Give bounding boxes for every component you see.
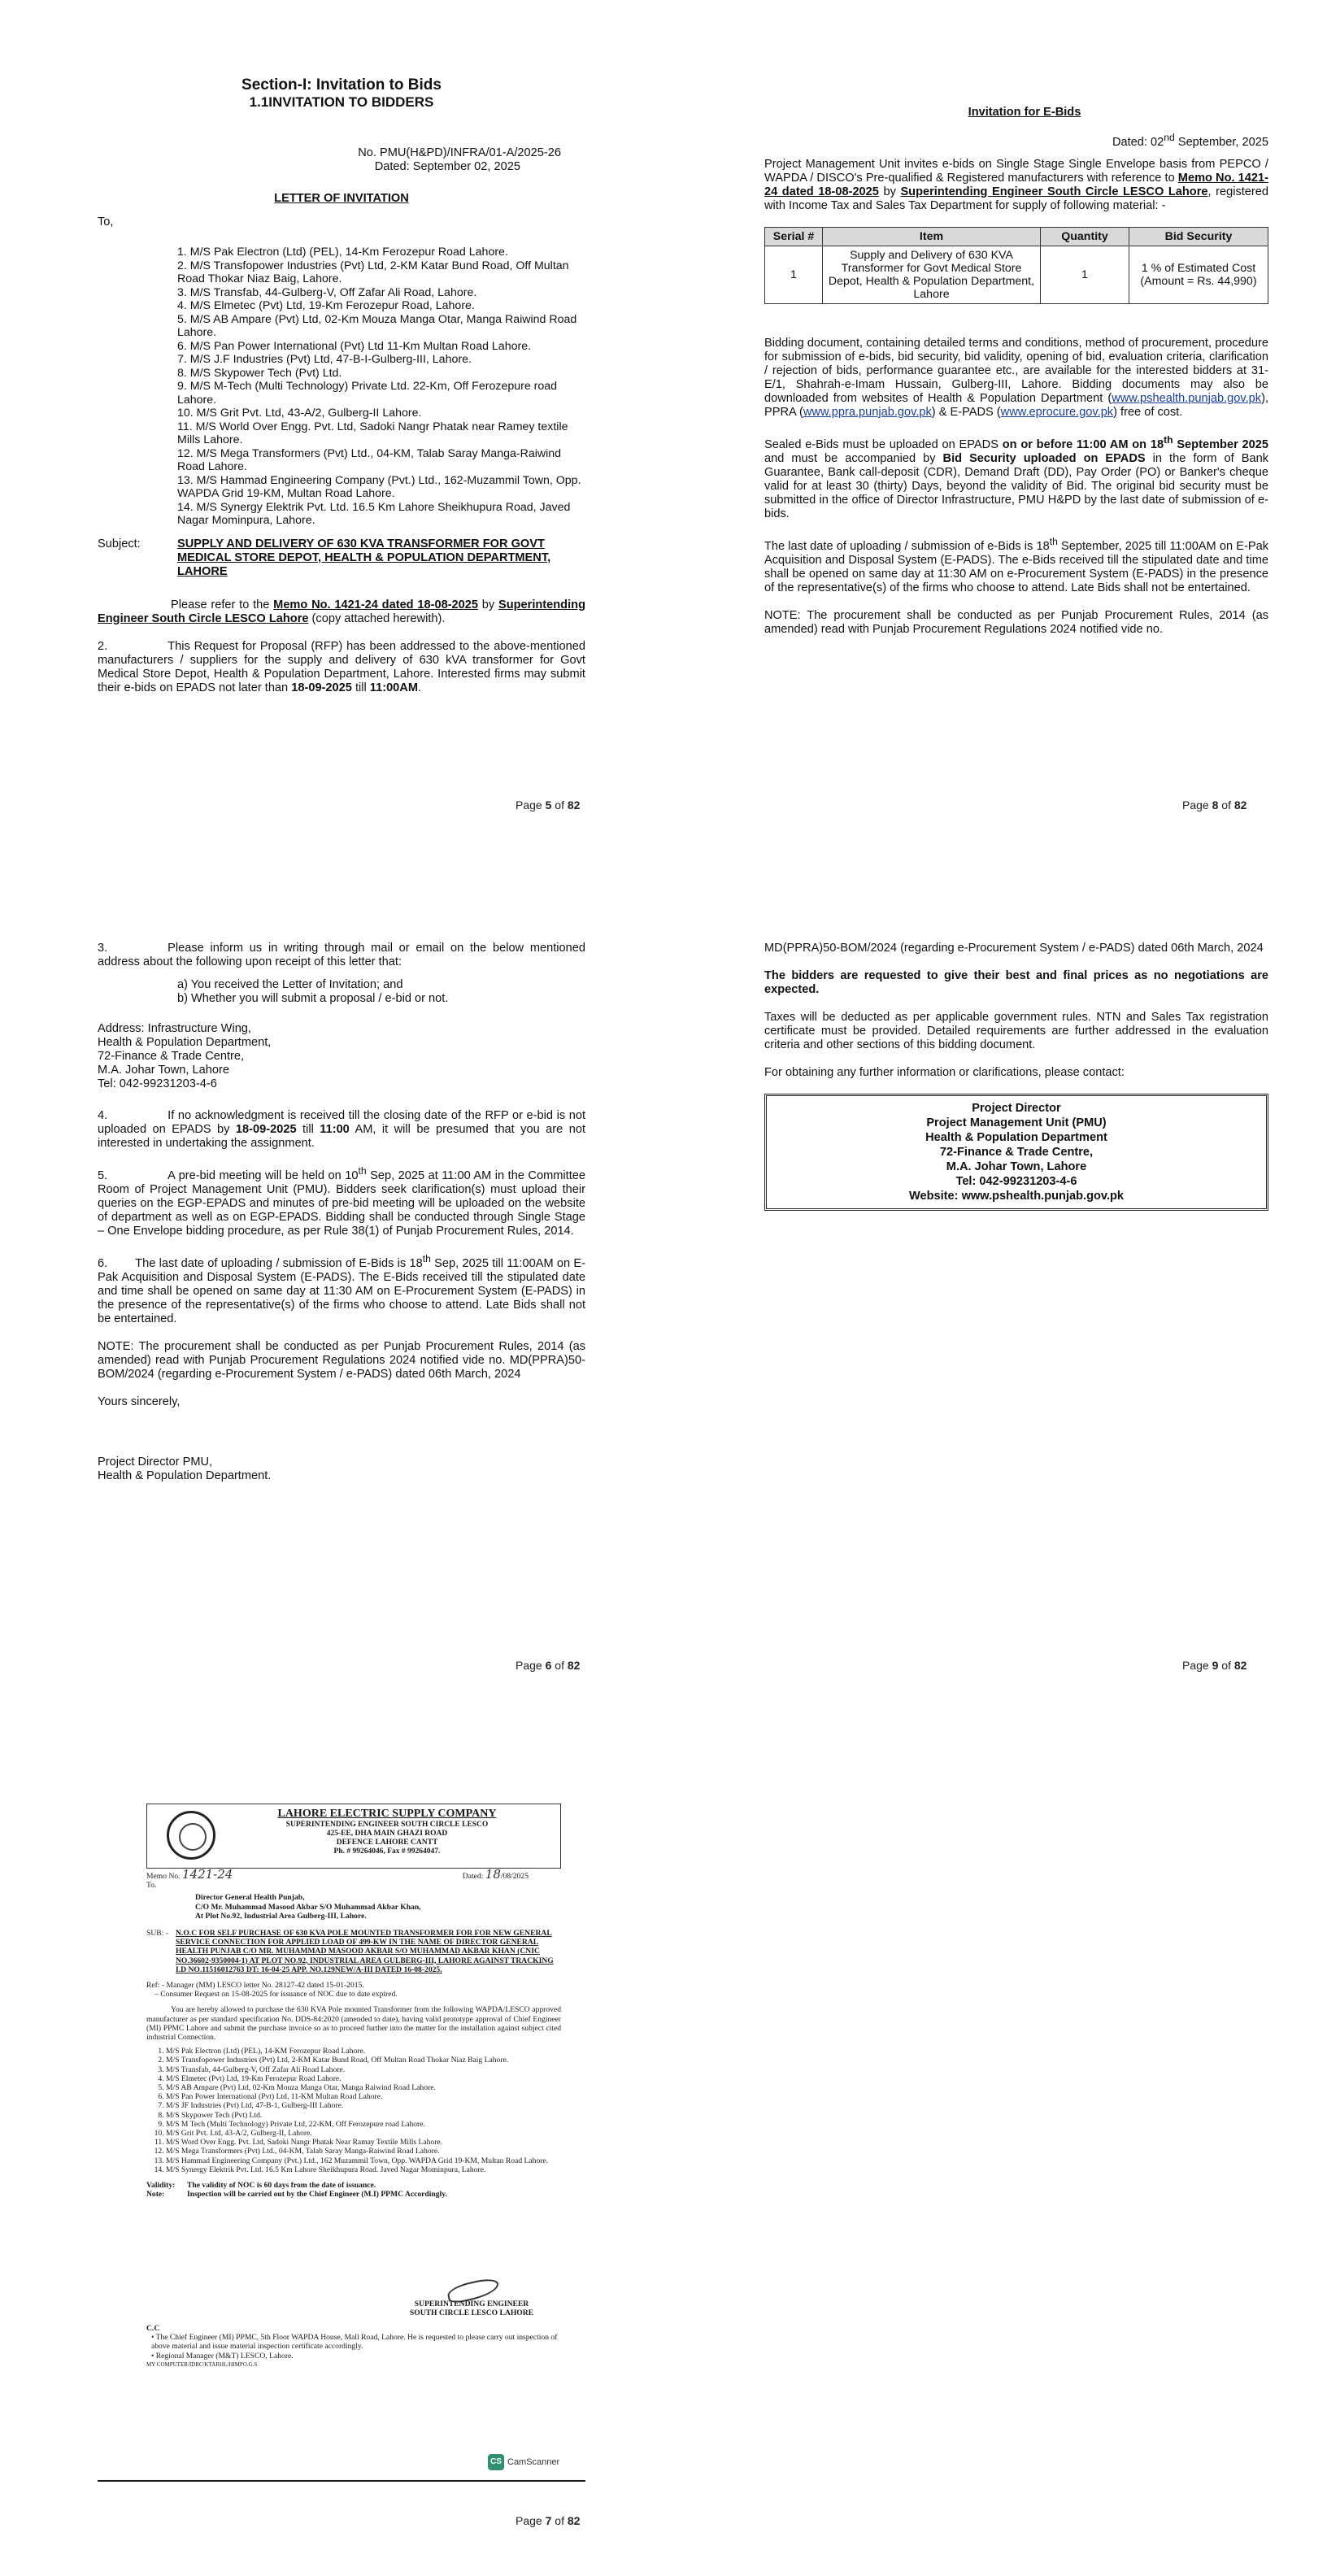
epads-website-link[interactable]: www.eprocure.gov.pk [1000, 405, 1114, 419]
page-number: Page 8 of 82 [1182, 798, 1247, 812]
handwritten-memo-number: 1421-24 [181, 1867, 233, 1882]
cell-item: Supply and Delivery of 630 KVA Transformer for Govt Medical Store Depot, Health & Population Department, Lahore [823, 246, 1041, 303]
list-item: 12. M/S Mega Transformers (Pvt) Ltd., 04-KM, Talab Saray Manga-Raiwind Road Lahore. [177, 446, 562, 473]
cc-block: C.C • The Chief Engineer (MI) PPMC, 5th Floor WAPDA House, Mall Road, Lahore. He is requested to please carry out inspection of above material and issue material inspection certificate accordingly. • Regional Manager (M&T) LESCO, Lahore. MY COMPUTER/IDRC/KTARHL/HIMPO.G.S [146, 2324, 558, 2368]
address-block: Address: Infrastructure Wing, Health & Population Department, 72-Finance & Trade Centre, M.A. Johar Town, Lahore Tel: 042-99231203-4-6 [98, 1022, 272, 1090]
list-item: 9. M/S M-Tech (Multi Technology) Private Ltd. 22-Km, Off Ferozepure road Lahore. [177, 380, 558, 407]
page-5 [98, 76, 585, 709]
ppra-website-link[interactable]: www.ppra.punjab.gov.pk [803, 405, 932, 419]
table-header-row [765, 227, 1268, 246]
list-item: 11. M/S World Over Engg. Pvt. Ltd, Sadoki Nangr Phatak near Ramey textile Mills Lahore. [177, 420, 568, 446]
cell-serial: 1 [765, 246, 823, 303]
contact-intro: For obtaining any further information or clarifications, please contact: [764, 1066, 1125, 1079]
subject-block [98, 537, 585, 579]
signature-title: Project Director PMU, [98, 1455, 213, 1469]
camscanner-watermark: CS CamScanner [488, 2454, 559, 2470]
column-header: Quantity [1041, 227, 1129, 246]
signature-mark-icon [439, 2277, 504, 2300]
letter-subject: SUB: - N.O.C FOR SELF PURCHASE OF 630 KVA POLE MOUNTED TRANSFORMER FOR FOR NEW GENERAL SERVICE CONNECTION FOR APPLIED LOAD OF 499-KW IN THE NAME OF DIRECTOR GENERAL HEALTH PUNJAB C/O MR. MUHAMMAD MASOOD AKBAR S/O MUHAMMAD AKBAR KHAN (CNIC NO.36602-9350004-1) AT PLOT NO.92, INDUSTRIAL AREA GULBERG-III, LAHORE AGAINST TRACKING I.D NO.11516012763 DT: 16-04-25 APP. NO.129NEW/A-III DATED 16-08-2025. [146, 1929, 554, 1974]
cell-quantity: 1 [1041, 246, 1129, 303]
memo-row: Memo No. 1421-24 Dated: 18/08/2025 [146, 1867, 529, 1882]
best-prices-notice: The bidders are requested to give their best and final prices as no negotiations are expected. [764, 969, 1268, 996]
lesco-seal-icon [167, 1811, 215, 1860]
reference-number: No. PMU(H&PD)/INFRA/01-A/2025-26 [358, 146, 561, 159]
list-item: 14. M/S Synergy Elektrik Pvt. Ltd. 16.5 Km Lahore Sheikhupura Road, Javed Nagar Mominpura, Lahore. [177, 500, 571, 527]
option-b: b) Whether you will submit a proposal / e-bid or not. [177, 992, 449, 1005]
note-paragraph: NOTE: The procurement shall be conducted as per Punjab Procurement Rules, 2014 (as amended) read with Punjab Procurement Regulations 2024 notified vide no. [764, 608, 1268, 636]
list-item: 8. M/S Skypower Tech (Pvt) Ltd. [177, 366, 342, 380]
page-heading: Invitation for E-Bids [968, 106, 1081, 119]
list-item: 2. M/S Transfopower Industries (Pvt) Ltd, 2-KM Katar Bund Road, Off Multan Road Thokar Niaz Baig, Lahore. [177, 259, 569, 285]
letter-heading: LETTER OF INVITATION [274, 192, 409, 205]
column-header: Item [823, 227, 1041, 246]
letter-date: Dated: September 02, 2025 [374, 160, 520, 173]
sub-title: 1.1INVITATION TO BIDDERS [249, 94, 434, 110]
list-item: 8. M/S Skypower Tech (Pvt) Ltd. [166, 2111, 561, 2120]
note-paragraph: NOTE: The procurement shall be conducted as per Punjab Procurement Rules, 2014 (as amended) read with Punjab Procurement Regulations 2024 notified vide no. MD(PPRA)50-BOM/2024 (regarding e-Procurement System / e-PADS) dated 06th March, 2024 [98, 1339, 585, 1381]
bidder-list [98, 246, 585, 528]
list-item: 4. M/S Elmetec (Pvt) Ltd, 19-Km Ferozepur Road, Lahore. [177, 299, 475, 312]
paragraph-4: 4. If no acknowledgment is received till the closing date of the RFP or e-bid is not uploaded on EPADS by 18-09-2025 till 11:00 AM, it will be presumed that you are not interested in undertaking the assignment. [98, 1109, 586, 1150]
company-name: LAHORE ELECTRIC SUPPLY COMPANY [277, 1808, 497, 1820]
subject-label: Subject: [98, 537, 141, 550]
list-item: 7. M/S J.F Industries (Pvt) Ltd, 47-B-I-Gulberg-III, Lahore. [177, 353, 472, 366]
closing: Yours sincerely, [98, 1395, 181, 1408]
signature-block: SUPERINTENDING ENGINEER SOUTH CIRCLE LESCO LAHORE [390, 2277, 553, 2317]
list-item: 13. M/S Hammad Engineering Company (Pvt.) Ltd., 162-Muzammil Town, Opp. WAPDA Grid 19-KM, Multan Road Lahore. [177, 473, 581, 500]
last-date-paragraph: The last date of uploading / submission of e-Bids is 18th September, 2025 till 11:00AM on E-Pak Acquisition and Disposal System (E-PADS). The e-Bids received till the stipulated date and time shall be opened on same day at 11:30 AM on e-Procurement System (E-PADS) in the presence of the representative(s) of the firms who choose to attend. Late Bids shall not be entertained. [764, 535, 1268, 594]
taxes-paragraph: Taxes will be deducted as per applicable government rules. NTN and Sales Tax registration certificate must be provided. Detailed requirements are further addressed in the evaluation criteria and other sections of this bidding document. [764, 1011, 1268, 1051]
list-item: 13. M/S Hammad Engineering Company (Pvt.) Ltd., 162 Muzammil Town, Opp. WAPDA Grid 19-KM, Multan Road Lahore. [166, 2156, 561, 2165]
letter-address: Director General Health Punjab, C/O Mr. Muhammad Masood Akbar S/O Muhammad Akbar Khan, At Plot No.92, Industrial Area Gulberg-III, Lahore. [195, 1893, 421, 1921]
page-6 [98, 942, 585, 1483]
column-header: Bid Security [1129, 227, 1268, 246]
to-label: To, [98, 215, 114, 228]
table-row [765, 246, 1268, 303]
list-item: 7. M/S JF Industries (Pvt) Ltd, 47-B-1, Gulberg-III Lahore. [166, 2101, 561, 2110]
list-item: 9. M/S M Tech (Multi Technology) Private Ltd, 22-KM, Off Ferozepure road Lahore. [166, 2120, 561, 2129]
divider [98, 2480, 585, 2482]
list-item: 2. M/S Transfopower Industries (Pvt) Ltd, 2-KM Katar Bund Road, Off Multan Road Thokar Niaz Baig Lahore. [166, 2056, 561, 2065]
list-item: 12. M/S Mega Transformers (Pvt) Ltd., 04-KM, Talab Saray Manga-Raiwind Road Lahore. [166, 2147, 561, 2156]
paragraph-3: 3. Please inform us in writing through mail or email on the below mentioned address about the following upon receipt of this letter that: [98, 942, 585, 968]
list-item: 1. M/S Pak Electron (Ltd) (PEL), 14-Km Ferozepur Road Lahore. [177, 246, 508, 259]
letterhead: LAHORE ELECTRIC SUPPLY COMPANY SUPERINTENDING ENGINEER SOUTH CIRCLE LESCO 425-EE, DHA MAIN GHAZI ROAD DEFENCE LAHORE CANTT Ph. # 99264046, Fax # 99264047. [146, 1804, 561, 1869]
page-number: Page 6 of 82 [516, 1659, 581, 1672]
paragraph-2: 2. This Request for Proposal (RFP) has been addressed to the above-mentioned manufacturers / suppliers for the supply and delivery of 630 kVA transformer for Govt Medical Store Depot, Health & Population Department, Lahore. Interested firms may submit their e-bids on EPADS not later than 18-09-2025 till 11:00AM. [98, 639, 585, 694]
contact-box: Project Director Project Management Unit (PMU) Health & Population Department 72-Finance & Trade Centre, M.A. Johar Town, Lahore Tel: 042-99231203-4-6 Website: www.pshealth.punjab.gov.pk [764, 1094, 1268, 1211]
list-item: 6. M/S Pan Power International (Pvt) Ltd, 11-KM Multan Road Lahore. [166, 2092, 561, 2101]
documents-paragraph: Bidding document, containing detailed terms and conditions, method of procurement, procedure for submission of e-bids, bid security, bid validity, opening of bid, evaluation criteria, clarification / rejection of bids, performance guarantee etc., are available for the interested bidders at 31-E/1, Shahrah-e-Imam Hussain, Gulberg-III, Lahore. Bidding documents may also be downloaded from websites of Health & Population Department (www.pshealth.punjab.gov.pk), PPRA (www.ppra.punjab.gov.pk) & E-PADS (www.eprocure.gov.pk) free of cost. [764, 336, 1268, 419]
list-item: 11. M/S Word Over Engg. Pvt. Ltd, Sadoki Nangr Phatak Near Ramay Textile Mills Lahore. [166, 2138, 561, 2147]
list-item: 14. M/S Synergy Elektrik Pvt. Ltd. 16.5 Km Lahore Sheikhupura Road. Javed Nagar Mominpura, Lahore. [166, 2165, 561, 2174]
bid-table [764, 227, 1268, 304]
option-a: a) You received the Letter of Invitation; and [177, 978, 403, 991]
list-item: 5. M/S AB Ampare (Pvt) Ltd, 02-Km Mouza Manga Otar, Manga Raiwind Road Lahore. [177, 312, 577, 339]
page-number: Page 9 of 82 [1182, 1659, 1247, 1672]
list-item: 3. M/S Transfab, 44-Gulberg-V, Off Zafar Ali Road Lahore. [166, 2065, 561, 2074]
intro-paragraph: Project Management Unit invites e-bids on Single Stage Single Envelope basis from PEPCO / WAPDA / DISCO's Pre-qualified & Registered manufacturers with reference to Memo No. 1421-24 dated 18-08-2025 by Superintending Engineer South Circle LESCO Lahore, registered with Income Tax and Sales Tax Department for supply of following material: - [764, 157, 1269, 212]
list-item: 1. M/S Pak Electron (Ltd) (PEL), 14-KM Ferozepur Road Lahore. [166, 2047, 561, 2056]
paragraph-6: 6. The last date of uploading / submission of E-Bids is 18th Sep, 2025 till 11:00AM on E-Pak Acquisition and Disposal System (E-PADS). The E-Bids received till the stipulated date and time shall be opened on same day at 11:30 AM on E-Procurement System (E-PADS) in the presence of the representative(s) of the firms who choose to attend. Late Bids shall not be entertained. [98, 1252, 586, 1325]
scanned-lesco-letter: LAHORE ELECTRIC SUPPLY COMPANY SUPERINTENDING ENGINEER SOUTH CIRCLE LESCO 425-EE, DHA MAIN GHAZI ROAD DEFENCE LAHORE CANTT Ph. # 99264046, Fax # 99264047. Memo No. 1421-24 Dated: 18/08/2025 To. Director General Health Punjab, C/O Mr. Muhammad Masood Akbar S/O Muhammad Akbar Khan, At Plot No.92, Industrial Area Gulberg-III, Lahore. SUB: - N.O.C FOR SELF PURCHASE OF 630 KVA POLE MOUNTED TRANSFORMER FOR FOR NEW GENERAL SERVICE CONNECTION FOR APPLIED LOAD OF 499-KW IN THE NAME OF DIRECTOR GENERAL HEALTH PUNJAB C/O MR. MUHAMMAD MASOOD AKBAR S/O MUHAMMAD AKBAR KHAN (CNIC NO.36602-9350004-1) AT PLOT NO.92, INDUSTRIAL AREA GULBERG-III, LAHORE AGAINST TRACKING I.D NO.11516012763 DT: 16-04-25 APP. NO.129NEW/A-III DATED 16-08-2025. Ref: - Manager (MM) LESCO letter No. 28127-42 dated 15-01-2015. – Consumer Request on 15-08-2025 for issuance of NOC due to date expired. You are hereby allowed to purchase the 630 KVA Pole mounted Transformer from the following WAPDA/LESCO approved manufacturer as per standard specification No. DDS-84:2020 (amended to date), having valid prototype approval of Chief Engineer (MI) PPMC Lahore and submit the purchase invoice so as to proceed further into the matter for the installation against subject cited industrial Connection. 1. M/S Pak Electron (Ltd) (PEL), 14-KM Ferozepur Road Lahore. 2. M/S Transfopower Industries (Pvt) Ltd, 2-KM Katar Bund Road, Off Multan Road Thokar Niaz Baig Lahore. 3. M/S Transfab, 44-Gulberg-V, Off Zafar Ali Road Lahore. 4. M/S Elmetec (Pvt) Ltd, 19-Km Ferozepur Road Lahore. 5. M/S AB Ampare (Pvt) Ltd, 02-Km Mouza Manga Otar, Manga Raiwind Road Lahore. 6. M/S Pan Power International (Pvt) Ltd, 11-KM Multan Road Lahore. 7. M/S JF Industries (Pvt) Ltd, 47-B-1, Gulberg-III Lahore. 8. M/S Skypower Tech (Pvt) Ltd. 9. M/S M Tech (Multi Technology) Private Ltd, 22-KM, Off Ferozepure road Lahore. 10. M/S Grit Pvt. Ltd, 43-A/2, Gulberg-II, Lahore. 11. M/S Word Over Engg. Pvt. Ltd, Sadoki Nangr Phatak Near Ramay Textile Mills Lahore. 12. M/S Mega Transformers (Pvt) Ltd., 04-KM, Talab Saray Manga-Raiwind Road Lahore. 13. M/S Hammad Engineering Company (Pvt.) Ltd., 162 Muzammil Town, Opp. WAPDA Grid 19-KM, Multan Road Lahore. 14. M/S Synergy Elektrik Pvt. Ltd. 16.5 Km Lahore Sheikhupura Road. Javed Nagar Mominpura, Lahore. Validity: The validity of NOC is 60 days from the date of issuance. Note: Inspection will be carried out by the Chief Engineer (M.I) PPMC Accordingly. SUPERINTENDING ENGINEER SOUTH CIRCLE LESCO LAHORE C.C • The Chief Engineer (MI) PPMC, 5th Floor WAPDA House, Mall Road, Lahore. He is requested to please carry out inspection of above material and issue material inspection certificate accordingly. • Regional Manager (M&T) LESCO, Lahore. MY COMPUTER/IDRC/KTARHL/HIMPO.G.S [146, 1804, 561, 2487]
page-number: Page 5 of 82 [516, 798, 581, 812]
health-website-link[interactable]: www.pshealth.punjab.gov.pk [1112, 391, 1262, 405]
page-8 [764, 106, 1268, 651]
list-item: 10. M/S Grit Pvt. Ltd, 43-A/2, Gulberg-II, Lahore. [166, 2129, 561, 2138]
sealed-bids-paragraph: Sealed e-Bids must be uploaded on EPADS on or before 11:00 AM on 18th September 2025 and must be accompanied by Bid Security uploaded on EPADS in the form of Bank Guarantee, Bank call-deposit (CDR), Demand Draft (DD), Pay Order (PO) or Banker's cheque valid for at least 30 (thirty) Days, beyond the validity of Bid. The original bid security must be submitted in the office of Director Infrastructure, PMU H&PD by the last date of submission of e-bids. [764, 433, 1269, 520]
list-item: 3. M/S Transfab, 44-Gulberg-V, Off Zafar Ali Road, Lahore. [177, 285, 477, 299]
page-9 [764, 942, 1268, 1211]
subject-text: SUPPLY AND DELIVERY OF 630 KVA TRANSFORMER FOR GOVT MEDICAL STORE DEPOT, HEALTH & POPULATION DEPARTMENT, LAHORE [177, 537, 551, 578]
page-number: Page 7 of 82 [516, 2514, 581, 2527]
list-item: 6. M/S Pan Power International (Pvt) Ltd 11-Km Multan Road Lahore. [177, 339, 532, 353]
paragraph-5: 5. A pre-bid meeting will be held on 10th Sep, 2025 at 11:00 AM in the Committee Room of Project Management Unit (PMU). Bidders seek clarification(s) must upload their queries on the EGP-EPADS and minutes of pre-bid meeting will be uploaded on the website of department as well as on EGP-EPADS. Bidding shall be conducted through Single Stage – One Envelope bidding procedure, as per Rule 38(1) of Punjab Procurement Rules, 2014. [98, 1165, 585, 1238]
paragraph-1: Please refer to the Memo No. 1421-24 dated 18-08-2025 by Superintending Engineer South Circle LESCO Lahore (copy attached herewith). [98, 598, 585, 625]
list-item: 10. M/S Grit Pvt. Ltd, 43-A/2, Gulberg-II Lahore. [177, 407, 422, 420]
section-title: Section-I: Invitation to Bids [241, 76, 442, 94]
letter-date: Dated: 02nd September, 2025 [1112, 132, 1268, 149]
note-continuation: MD(PPRA)50-BOM/2024 (regarding e-Procurement System / e-PADS) dated 06th March, 2024 [764, 942, 1264, 955]
list-item: 5. M/S AB Ampare (Pvt) Ltd, 02-Km Mouza Manga Otar, Manga Raiwind Road Lahore. [166, 2083, 561, 2092]
list-item: 4. M/S Elmetec (Pvt) Ltd, 19-Km Ferozepur Road Lahore. [166, 2074, 561, 2083]
signature-department: Health & Population Department. [98, 1469, 272, 1482]
column-header: Serial # [765, 227, 823, 246]
cell-security: 1 % of Estimated Cost (Amount = Rs. 44,990) [1129, 246, 1268, 303]
letter-body: You are hereby allowed to purchase the 630 KVA Pole mounted Transformer from the following WAPDA/LESCO approved manufacturer as per standard specification No. DDS-84:2020 (amended to date), having valid prototype approval of Chief Engineer (MI) PPMC Lahore and submit the purchase invoice so as to proceed further into the matter for the installation against subject cited industrial Connection. [146, 2005, 561, 2043]
camscanner-logo-icon: CS [488, 2454, 504, 2470]
manufacturer-list [146, 2047, 561, 2174]
